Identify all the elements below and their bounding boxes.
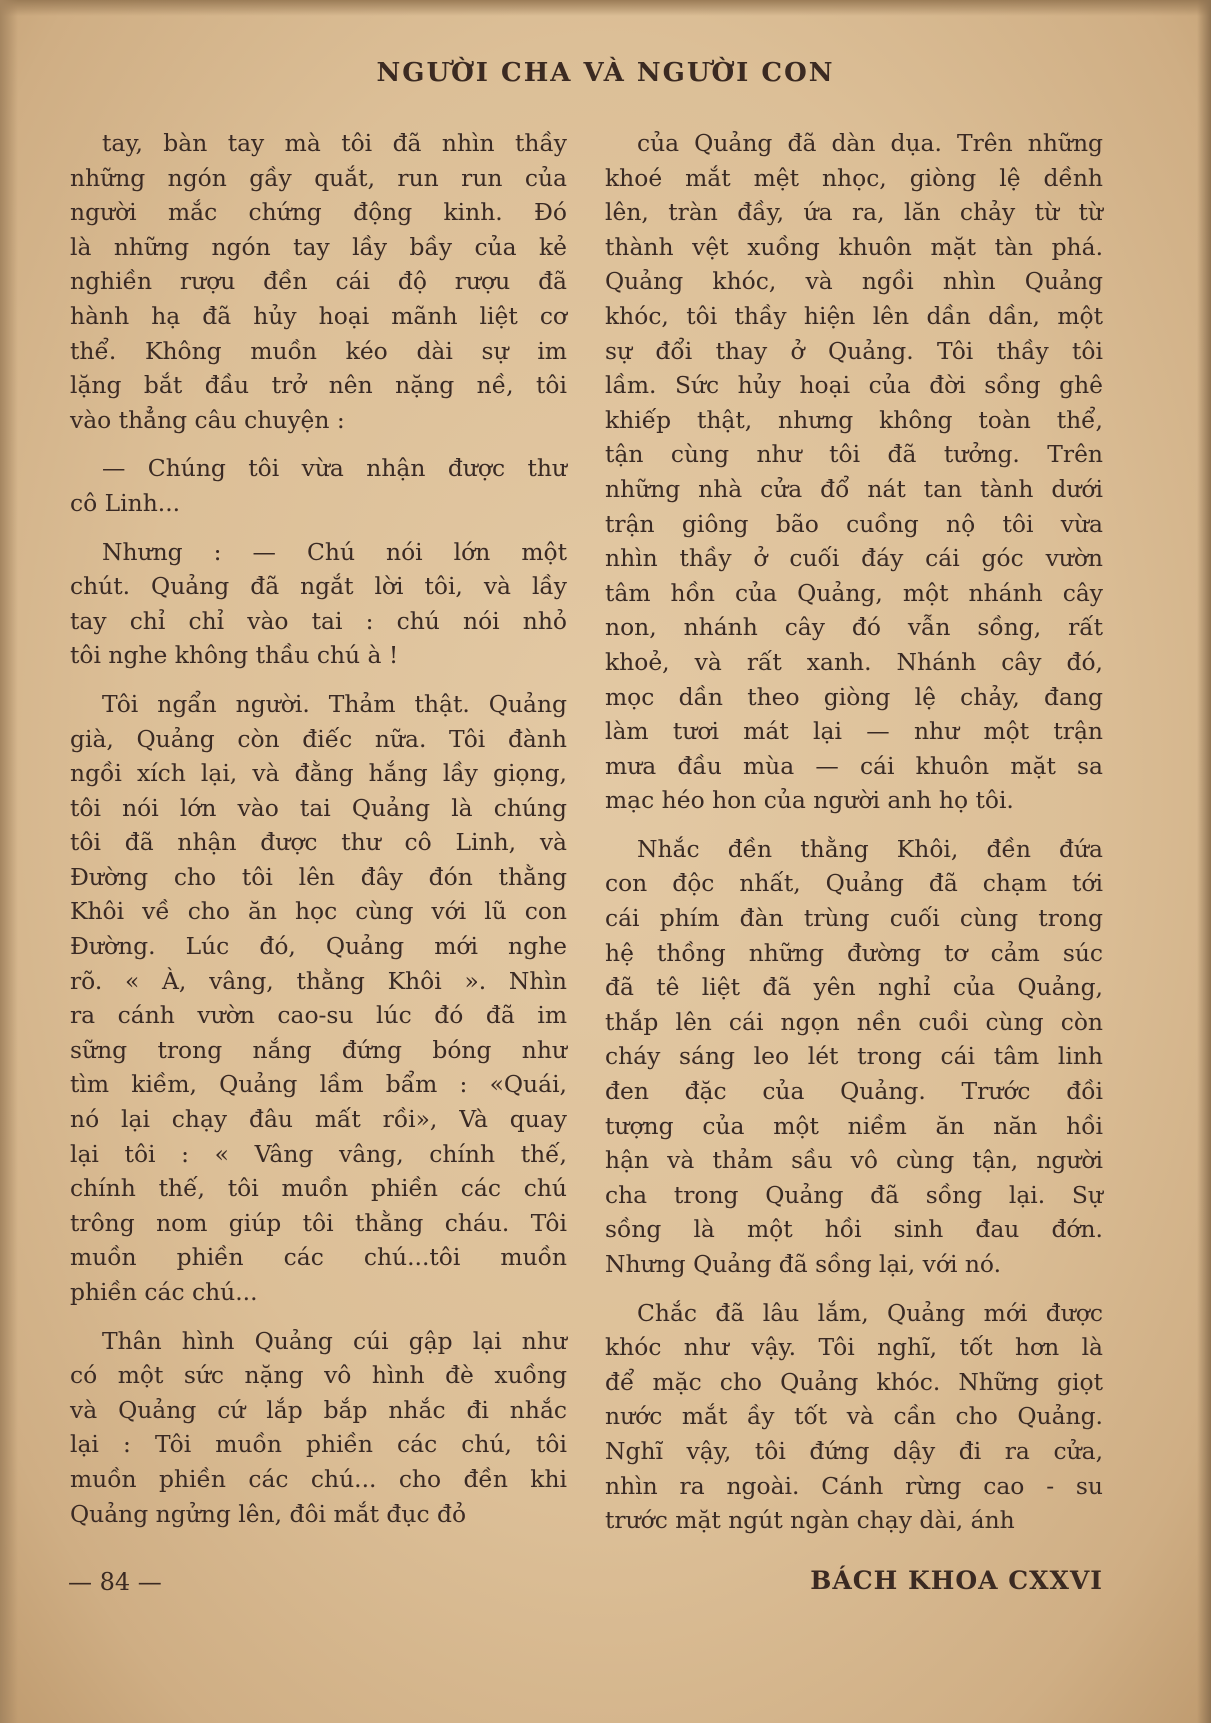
text-line: khoẻ, và rất xanh. Nhánh cây đó, bbox=[605, 647, 1103, 676]
text-line: thể. Không muồn kéo dài sự im bbox=[70, 336, 567, 365]
text-line: nghiền rượu đền cái độ rượu đã bbox=[70, 267, 567, 296]
text-line: Đường cho tôi lên đây đón thằng bbox=[70, 862, 567, 891]
text-line: hành hạ đã hủy hoại mãnh liệt cơ bbox=[70, 301, 567, 330]
text-line: người mắc chứng động kinh. Đó bbox=[70, 198, 567, 227]
text-line: mạc héo hon của người anh họ tôi. bbox=[605, 786, 1014, 815]
text-line: — Chúng tôi vừa nhận được thư bbox=[102, 454, 567, 483]
page-edge-left bbox=[0, 0, 18, 1723]
text-line: sự đổi thay ở Quảng. Tôi thầy tôi bbox=[605, 336, 1103, 365]
text-line: hận và thảm sầu vô cùng tận, người bbox=[605, 1146, 1103, 1175]
text-line: lặng bắt đầu trở nên nặng nề, tôi bbox=[70, 371, 567, 400]
text-line: tìm kiềm, Quảng lầm bẩm : «Quái, bbox=[70, 1070, 567, 1099]
publication-name: BÁCH KHOA CXXVI bbox=[810, 1566, 1103, 1595]
text-line: khóc như vậy. Tôi nghĩ, tốt hơn là bbox=[605, 1333, 1103, 1362]
text-line: và Quảng cứ lắp bắp nhắc đi nhắc bbox=[70, 1395, 567, 1424]
text-line: Thân hình Quảng cúi gập lại như bbox=[102, 1326, 567, 1355]
text-line: con độc nhất, Quảng đã chạm tới bbox=[605, 869, 1103, 898]
paragraph-gap bbox=[605, 818, 1103, 832]
running-header: NGƯỜI CHA VÀ NGƯỜI CON bbox=[376, 58, 835, 88]
text-line: rõ. « À, vâng, thằng Khôi ». Nhìn bbox=[70, 966, 567, 995]
text-line: sững trong nắng đứng bóng như bbox=[70, 1035, 567, 1064]
paragraph bbox=[70, 451, 567, 520]
text-line: Nhưng Quảng đã sồng lại, với nó. bbox=[605, 1250, 1002, 1278]
text-line: tận cùng như tôi đã tưởng. Trên bbox=[605, 440, 1103, 469]
text-line: cái phím đàn trùng cuối cùng trong bbox=[605, 904, 1103, 933]
paragraph bbox=[605, 126, 1103, 818]
text-line: Nhắc đền thằng Khôi, đền đứa bbox=[637, 834, 1103, 863]
text-line: non, nhánh cây đó vẫn sồng, rất bbox=[605, 613, 1103, 642]
page-number: — 84 — bbox=[68, 1568, 162, 1596]
text-line: cô Linh... bbox=[70, 488, 181, 517]
text-line: có một sức nặng vô hình đè xuồng bbox=[70, 1361, 567, 1390]
left-text-column bbox=[70, 126, 567, 1531]
text-line: phiền các chú... bbox=[70, 1278, 258, 1306]
text-line: Quảng khóc, và ngồi nhìn Quảng bbox=[605, 267, 1103, 296]
page-edge-right bbox=[1197, 0, 1211, 1723]
text-line: tượng của một niềm ăn năn hồi bbox=[605, 1111, 1103, 1140]
text-line: tay, bàn tay mà tôi đã nhìn thầy bbox=[102, 129, 567, 157]
text-line: lại tôi : « Vâng vâng, chính thế, bbox=[70, 1139, 567, 1168]
text-line: những nhà cửa đổ nát tan tành dưới bbox=[605, 474, 1103, 503]
text-line: lầm. Sức hủy hoại của đời sồng ghê bbox=[605, 371, 1103, 400]
text-line: của Quảng đã dàn dụa. Trên những bbox=[637, 129, 1103, 157]
text-line: cháy sáng leo lét trong cái tâm linh bbox=[605, 1042, 1103, 1071]
paragraph bbox=[605, 1296, 1103, 1538]
text-line: khóc, tôi thầy hiện lên dần dần, một bbox=[605, 301, 1103, 330]
text-line: muồn phiền các chú... cho đền khi bbox=[70, 1464, 567, 1493]
text-line: những ngón gầy quắt, run run của bbox=[70, 163, 567, 192]
paragraph-gap bbox=[605, 1282, 1103, 1296]
text-line: tay chỉ chỉ vào tai : chú nói nhỏ bbox=[70, 606, 567, 635]
text-line: là những ngón tay lầy bầy của kẻ bbox=[70, 232, 567, 261]
text-line: vào thẳng câu chuyện : bbox=[70, 405, 345, 434]
text-line: Đường. Lúc đó, Quảng mới nghe bbox=[70, 932, 567, 961]
text-line: nhìn thầy ở cuối đáy cái góc vườn bbox=[605, 544, 1103, 573]
text-line: làm tươi mát lại — như một trận bbox=[605, 717, 1103, 746]
page-edge-top bbox=[0, 0, 1211, 16]
text-line: chút. Quảng đã ngắt lời tôi, và lầy bbox=[70, 572, 567, 601]
paragraph-gap bbox=[70, 437, 567, 451]
text-line: ra cánh vườn cao-su lúc đó đã im bbox=[70, 1001, 567, 1030]
paragraph bbox=[70, 535, 567, 673]
right-text-column bbox=[605, 126, 1103, 1538]
text-line: lại : Tôi muồn phiền các chú, tôi bbox=[70, 1430, 567, 1459]
text-line: trông nom giúp tôi thằng cháu. Tôi bbox=[70, 1208, 567, 1237]
text-line: lên, tràn đầy, ứa ra, lăn chảy từ từ bbox=[605, 198, 1103, 227]
text-line: Nghĩ vậy, tôi đứng dậy đi ra cửa, bbox=[605, 1436, 1103, 1465]
text-line: tôi nghe không thầu chú à ! bbox=[70, 641, 399, 670]
text-line: đen đặc của Quảng. Trước đồi bbox=[605, 1077, 1103, 1106]
text-line: tâm hồn của Quảng, một nhánh cây bbox=[605, 578, 1103, 607]
text-line: thắp lên cái ngọn nền cuồi cùng còn bbox=[605, 1007, 1103, 1036]
text-line: nước mắt ầy tốt và cần cho Quảng. bbox=[605, 1402, 1103, 1431]
text-line: để mặc cho Quảng khóc. Những giọt bbox=[605, 1367, 1103, 1396]
text-line: nhìn ra ngoài. Cánh rừng cao - su bbox=[605, 1471, 1103, 1500]
text-line: Chắc đã lâu lắm, Quảng mới được bbox=[637, 1298, 1103, 1327]
text-line: già, Quảng còn điếc nữa. Tôi đành bbox=[70, 724, 567, 753]
text-line: khiếp thật, nhưng không toàn thể, bbox=[605, 405, 1103, 434]
paragraph-gap bbox=[70, 1310, 567, 1324]
paragraph bbox=[605, 832, 1103, 1282]
paragraph bbox=[70, 1324, 567, 1532]
text-line: đã tê liệt đã yên nghỉ của Quảng, bbox=[605, 973, 1103, 1002]
text-line: Tôi ngẩn người. Thảm thật. Quảng bbox=[102, 689, 567, 718]
text-line: tôi nói lớn vào tai Quảng là chúng bbox=[70, 793, 567, 822]
text-line: tôi đã nhận được thư cô Linh, và bbox=[70, 828, 567, 857]
text-line: trước mặt ngút ngàn chạy dài, ánh bbox=[605, 1506, 1015, 1535]
text-line: nó lại chạy đâu mất rồi», Và quay bbox=[70, 1105, 567, 1134]
text-line: trận giông bão cuồng nộ tôi vừa bbox=[605, 509, 1103, 538]
text-line: sồng là một hồi sinh đau đớn. bbox=[605, 1215, 1103, 1244]
text-line: mưa đầu mùa — cái khuôn mặt sa bbox=[605, 751, 1103, 780]
text-line: chính thế, tôi muồn phiền các chú bbox=[70, 1174, 567, 1203]
text-line: hệ thồng những đường tơ cảm súc bbox=[605, 938, 1103, 967]
paragraph-gap bbox=[70, 521, 567, 535]
text-line: Quảng ngửng lên, đôi mắt đục đỏ bbox=[70, 1499, 467, 1528]
paragraph bbox=[70, 126, 567, 437]
paragraph bbox=[70, 687, 567, 1310]
text-line: khoé mắt mệt nhọc, giòng lệ dềnh bbox=[605, 163, 1103, 192]
text-line: cha trong Quảng đã sồng lại. Sự bbox=[605, 1180, 1103, 1209]
text-line: thành vệt xuồng khuôn mặt tàn phá. bbox=[605, 232, 1103, 261]
paragraph-gap bbox=[70, 673, 567, 687]
text-line: mọc dần theo giòng lệ chảy, đang bbox=[605, 682, 1103, 711]
text-line: Nhưng : — Chú nói lớn một bbox=[102, 537, 567, 566]
text-line: ngồi xích lại, và đằng hắng lầy giọng, bbox=[70, 759, 567, 788]
text-line: Khôi về cho ăn học cùng với lũ con bbox=[70, 897, 567, 926]
text-line: muồn phiền các chú...tôi muồn bbox=[70, 1243, 567, 1272]
